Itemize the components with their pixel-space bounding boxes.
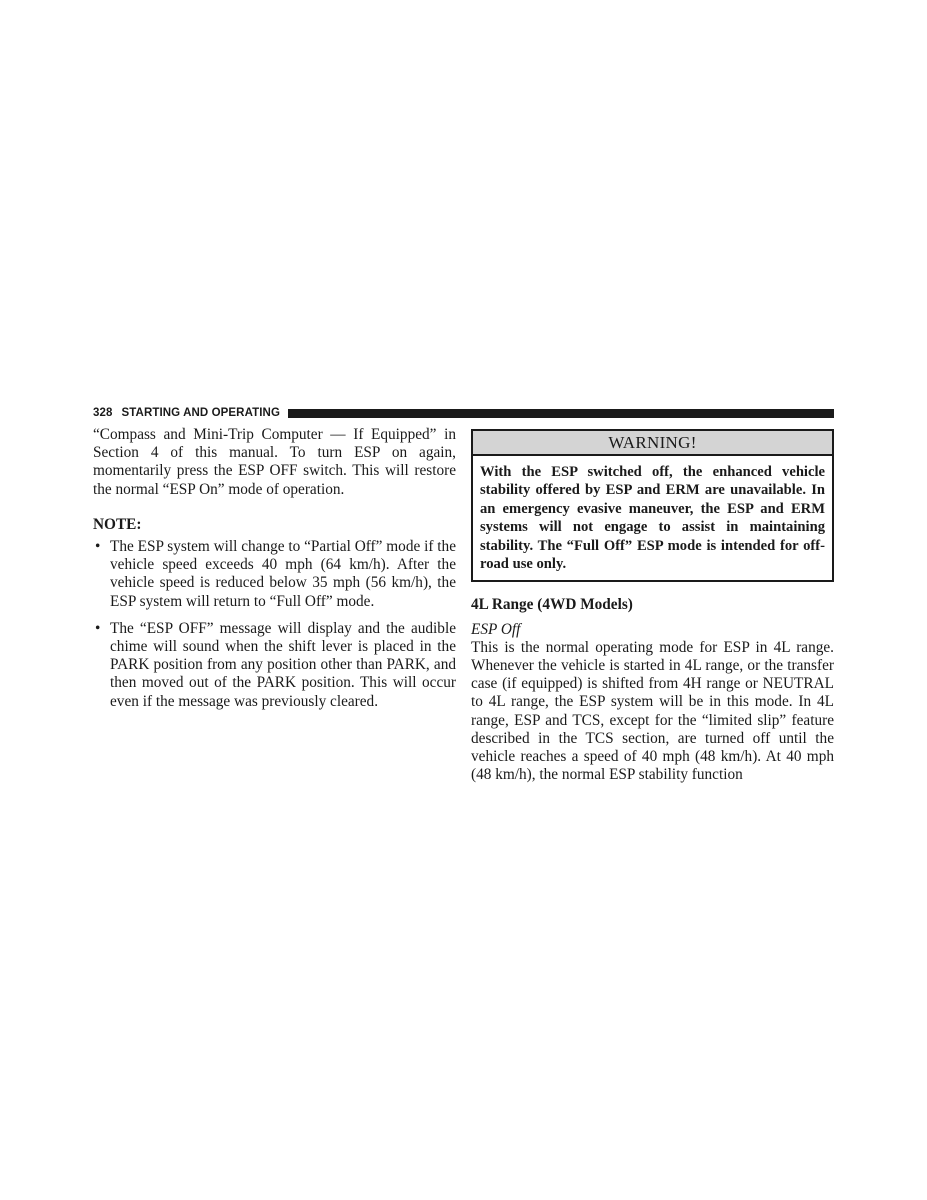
warning-title: WARNING! — [473, 431, 832, 456]
left-column — [93, 426, 456, 720]
italic-subheading: ESP Off — [471, 620, 521, 638]
note-heading: NOTE: — [93, 515, 142, 533]
page-header — [93, 405, 834, 421]
section-subheading: 4L Range (4WD Models) — [471, 596, 633, 614]
list-item-text: The “ESP OFF” message will display and the audible chime will sound when the shift lever is placed in the PARK position from any position other than PARK, and then moved out of the PARK position. This will occur even if the message was previously cleared. — [110, 619, 456, 710]
body-paragraph: This is the normal operating mode for ESP in 4L range. Whenever the vehicle is started in 4L range, or the transfer case (if equipped) is shifted from 4H range or NEUTRAL to 4L range, the ESP system will be in this mode. In 4L range, ESP and TCS, except for the “limited slip” feature described in the TCS section, are turned off until the vehicle reaches a speed of 40 mph (48 km/h). At 40 mph (48 km/h), the normal ESP stability function — [471, 638, 834, 784]
header-rule — [288, 409, 834, 418]
page-number: 328 — [93, 407, 113, 419]
warning-text: With the ESP switched off, the enhanced vehicle stability offered by ESP and ERM are unavailable. In an emergency evasive maneuver, the ESP and ERM systems will not engage to assist in maintaining stability. The “Full Off” ESP mode is intended for off-road use only. — [480, 464, 825, 573]
section-title: STARTING AND OPERATING — [121, 407, 281, 419]
note-list — [93, 538, 456, 711]
intro-paragraph: “Compass and Mini-Trip Computer — If Equipped” in Section 4 of this manual. To turn ESP on again, momentarily press the ESP OFF switch. This will restore the normal “ESP On” mode of operation. — [93, 426, 456, 498]
warning-box — [471, 429, 834, 582]
bullet-icon: • — [95, 619, 101, 637]
bullet-icon: • — [95, 538, 101, 556]
list-item — [93, 538, 456, 611]
right-column — [471, 426, 834, 784]
list-item-text: The ESP system will change to “Partial Off” mode if the vehicle speed exceeds 40 mph (64 km/h). After the vehicle speed is reduced below 35 mph (56 km/h), the ESP system will return to “Full Off” mode. — [110, 538, 456, 610]
list-item — [93, 620, 456, 711]
